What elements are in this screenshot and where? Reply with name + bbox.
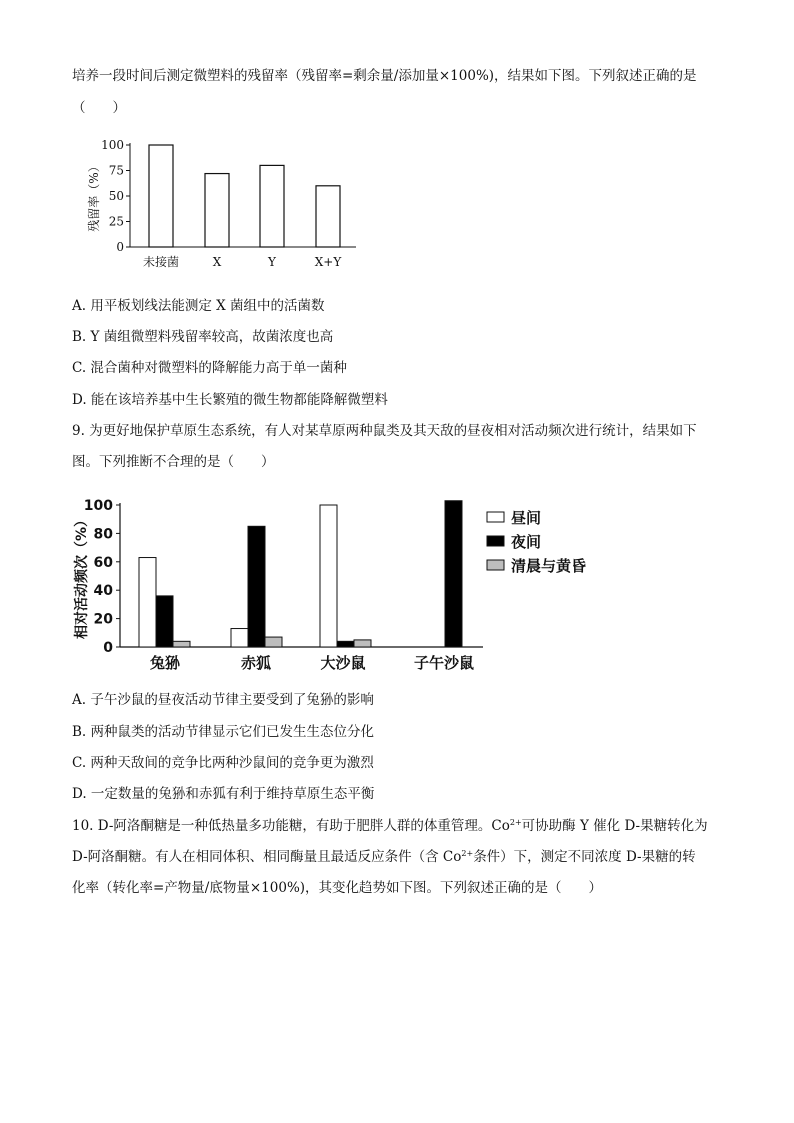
bar-昼间-0: [139, 558, 156, 647]
q10-stem-line3: 化率（转化率=产物量/底物量×100%)，其变化趋势如下图。下列叙述正确的是（ ）: [72, 880, 603, 896]
bar-昼间-1: [231, 629, 248, 647]
bar-1: [205, 174, 229, 247]
chart-activity-frequency: [0, 490, 794, 690]
bar-清晨与黄昏-1: [265, 637, 282, 647]
q9-stem-line2: 图。下列推断不合理的是（ ）: [72, 454, 275, 470]
bar-3: [316, 186, 340, 247]
legend-label-2: 清晨与黄昏: [511, 557, 587, 575]
y-tick-label: 75: [108, 163, 124, 178]
y-axis-label: 相对活动频次（%）: [74, 512, 90, 640]
q8-option-c: C. 混合菌种对微塑料的降解能力高于单一菌种: [72, 360, 347, 376]
legend-swatch-2: [487, 560, 504, 570]
x-tick-label: X+Y: [314, 255, 342, 269]
q8-stem-line1: 培养一段时间后测定微塑料的残留率（残留率=剩余量/添加量×100%)，结果如下图。下列叙述正确的是: [72, 68, 697, 84]
q8-option-b: B. Y 菌组微塑料残留率较高，故菌浓度也高: [72, 329, 334, 345]
y-tick-label: 20: [93, 611, 113, 628]
x-tick-label: 兔狲: [149, 654, 181, 672]
bar-夜间-3: [445, 501, 462, 647]
x-tick-label: 赤狐: [240, 654, 272, 672]
bar-清晨与黄昏-2: [354, 640, 371, 647]
bar-夜间-2: [337, 641, 354, 647]
y-tick-label: 0: [116, 240, 124, 254]
q8-option-d: D. 能在该培养基中生长繁殖的微生物都能降解微塑料: [72, 392, 388, 408]
bar-夜间-0: [156, 596, 173, 647]
y-tick-label: 25: [108, 214, 124, 229]
bar-2: [260, 165, 284, 247]
y-tick-label: 40: [93, 583, 113, 600]
q10-stem-line1: 10. D-阿洛酮糖是一种低热量多功能糖，有助于肥胖人群的体重管理。$Co^{2+}$可协助酶 Y 催化 D-果糖转化为: [72, 818, 708, 834]
x-tick-label: 大沙鼠: [320, 654, 366, 672]
q9-option-b: B. 两种鼠类的活动节律显示它们已发生生态位分化: [72, 724, 375, 740]
bar-0: [149, 145, 173, 247]
legend-label-0: 昼间: [511, 509, 542, 527]
legend-swatch-1: [487, 536, 504, 546]
q9-option-d: D. 一定数量的兔狲和赤狐有利于维持草原生态平衡: [72, 786, 375, 802]
q8-option-a: A. 用平板划线法能测定 X 菌组中的活菌数: [72, 298, 325, 314]
y-tick-label: 50: [108, 189, 124, 203]
y-tick-label: 80: [93, 526, 113, 543]
y-tick-label: 100: [101, 138, 124, 152]
x-tick-label: X: [212, 255, 222, 269]
q9-option-c: C. 两种天敌间的竞争比两种沙鼠间的竞争更为激烈: [72, 755, 374, 771]
x-tick-label: Y: [268, 255, 276, 269]
y-axis-label: 残留率（%）: [87, 160, 101, 232]
x-tick-label: 未接菌: [142, 255, 180, 269]
legend-label-1: 夜间: [511, 533, 542, 551]
q8-stem-line2: （ ）: [72, 100, 126, 116]
x-tick-label: 子午沙鼠: [413, 654, 475, 672]
legend-swatch-0: [487, 512, 504, 522]
y-tick-label: 0: [103, 640, 113, 656]
bar-清晨与黄昏-0: [173, 641, 190, 647]
y-tick-label: 60: [93, 554, 113, 571]
q9-stem-line1: 9. 为更好地保护草原生态系统，有人对某草原两种鼠类及其天敌的昼夜相对活动频次进行统计，结果如下: [72, 423, 697, 439]
q9-option-a: A. 子午沙鼠的昼夜活动节律主要受到了兔狲的影响: [72, 692, 374, 708]
q10-stem-line2: D-阿洛酮糖。有人在相同体积、相同酶量且最适反应条件（含 $Co^{2+}$条件）下，测定不同浓度 D-果糖的转: [72, 849, 696, 865]
bar-昼间-2: [320, 505, 337, 647]
y-tick-label: 100: [83, 498, 113, 514]
bar-夜间-1: [248, 526, 265, 647]
